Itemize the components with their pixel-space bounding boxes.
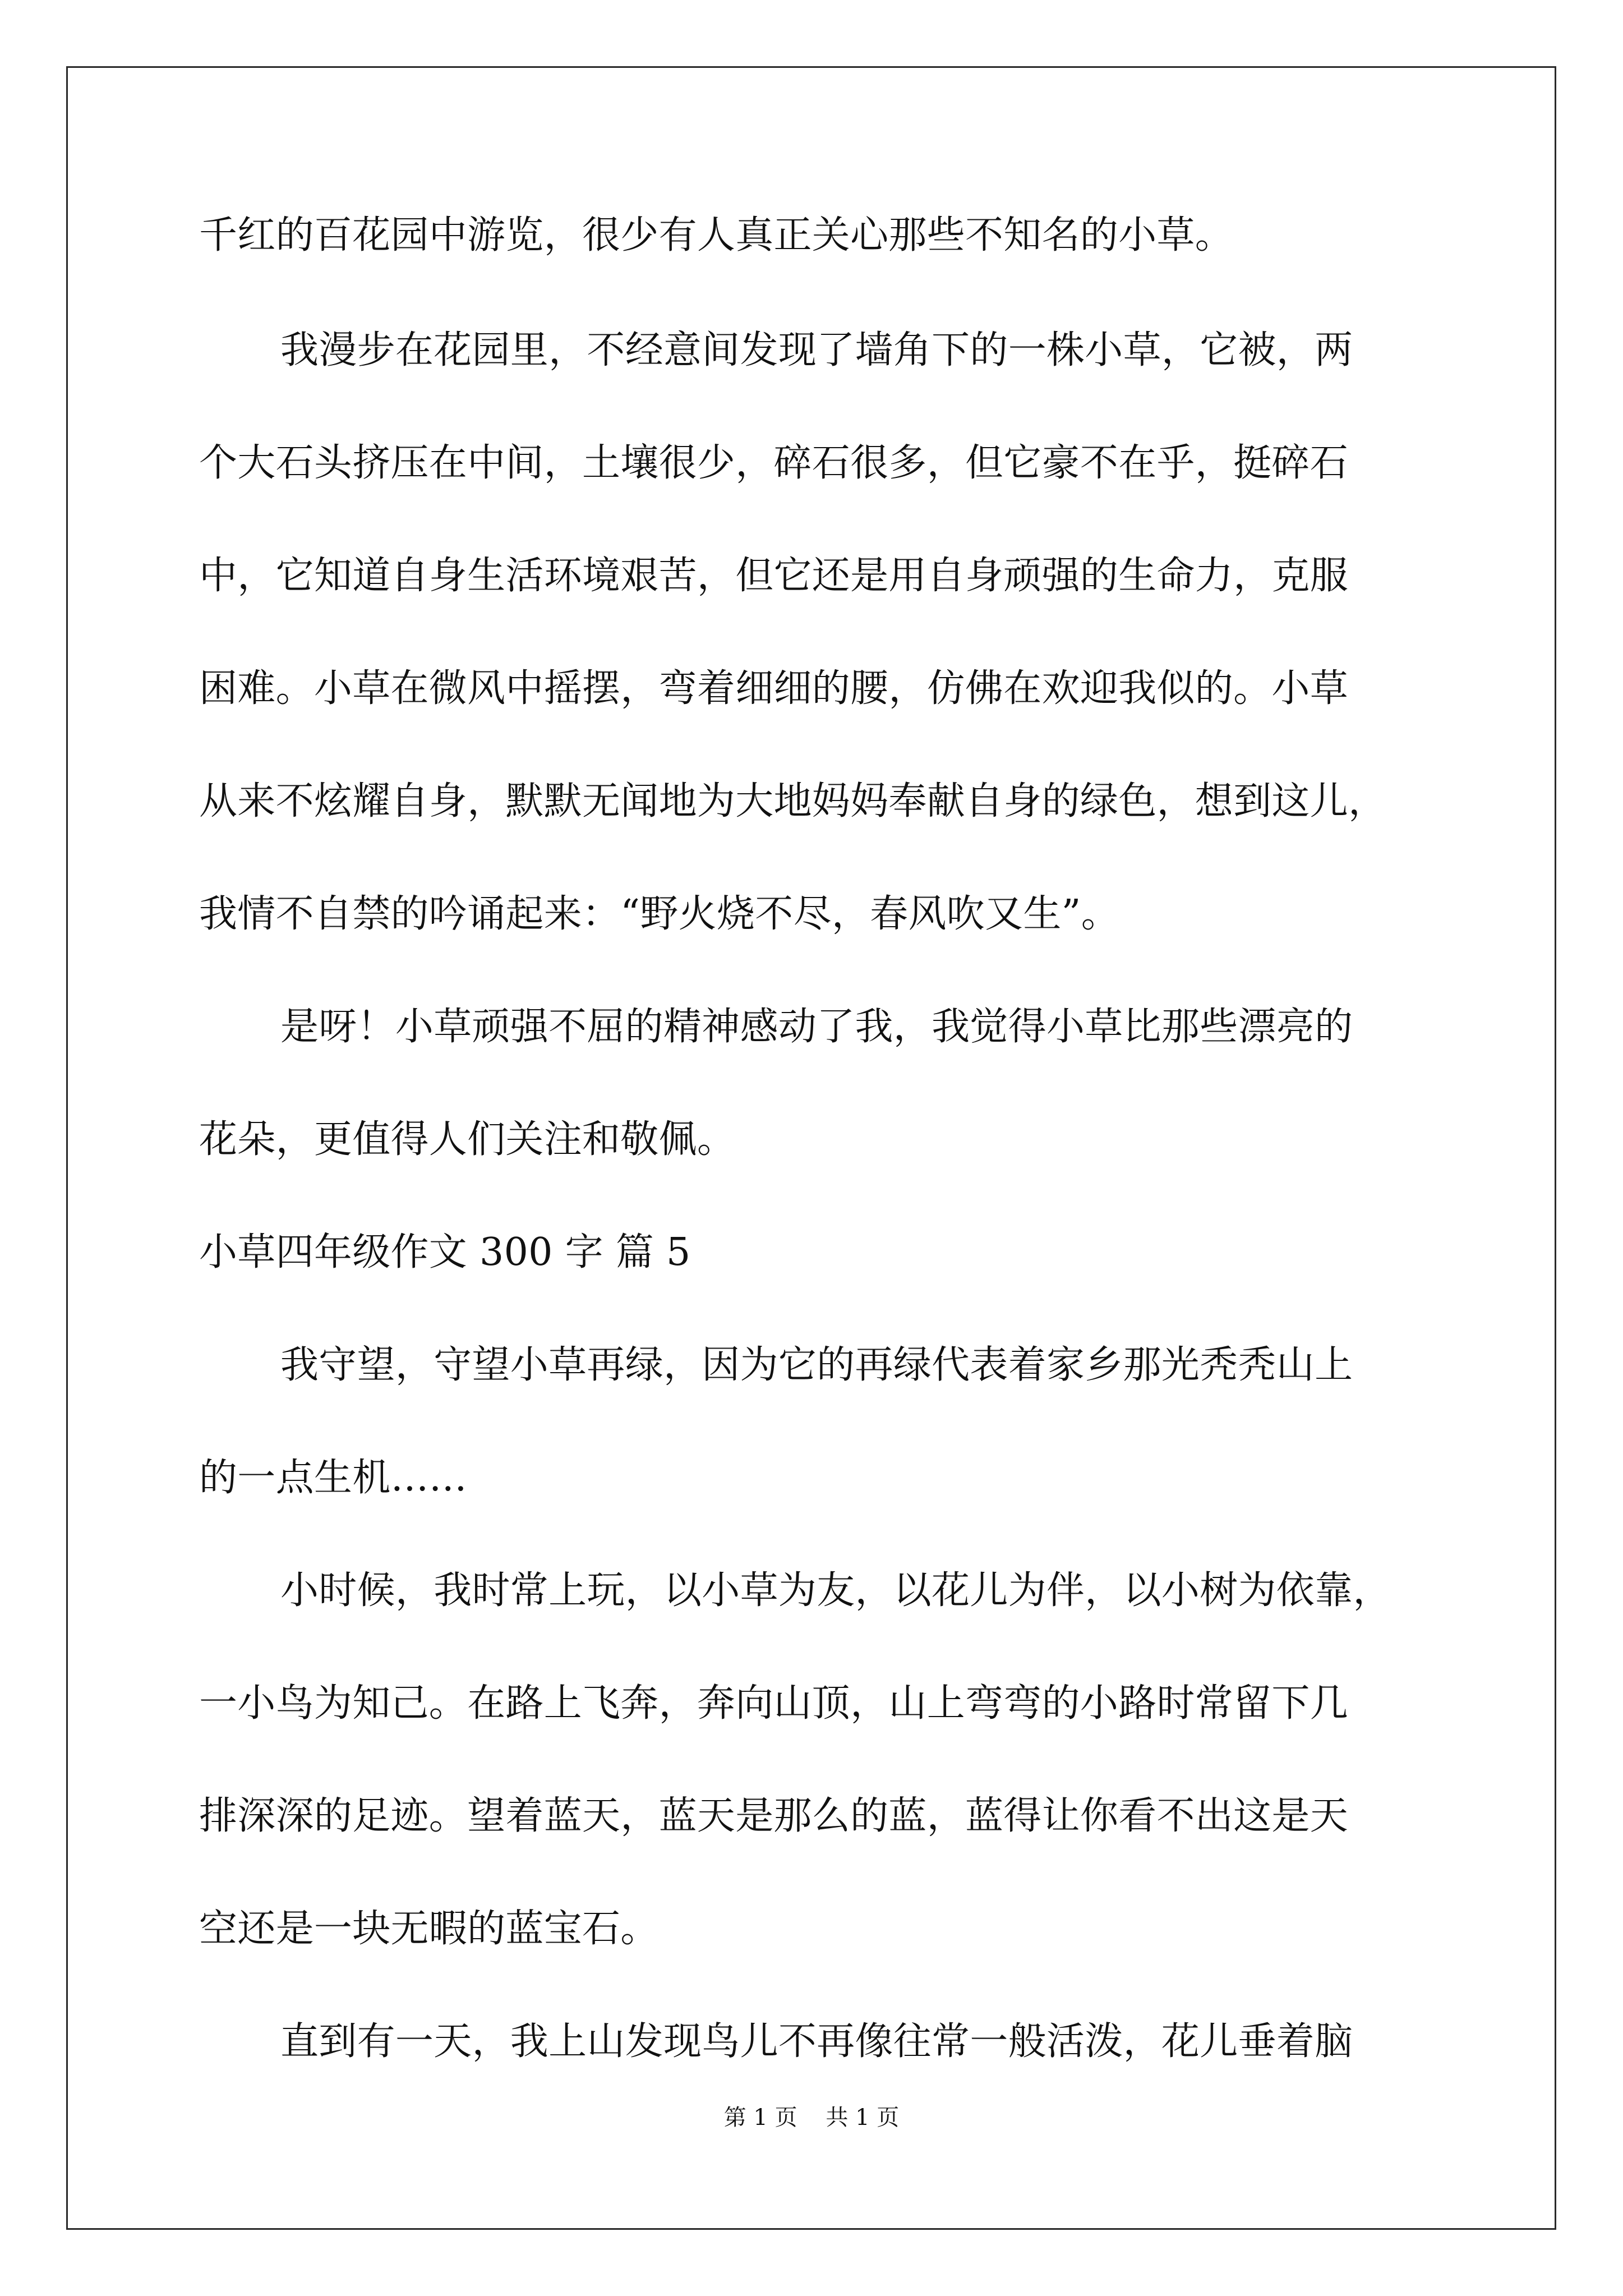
paragraph-start-line: 是呀！小草顽强不屈的精神感动了我，我觉得小草比那些漂亮的 (280, 1005, 1353, 1049)
paragraph-start-line: 直到有一天，我上山发现鸟儿不再像往常一般活泼，花儿垂着脑 (280, 2019, 1353, 2064)
page-number-footer: 第 1 页 共 1 页 (723, 2105, 900, 2131)
paragraph-start-line: 我漫步在花园里，不经意间发现了墙角下的一株小草，它被，两 (280, 328, 1353, 372)
text-line: 我情不自禁的吟诵起来：“野火烧不尽，春风吹又生”。 (199, 892, 1120, 936)
text-line: 个大石头挤压在中间，土壤很少，碎石很多，但它豪不在乎，挺碎石 (199, 441, 1349, 485)
text-line: 空还是一块无暇的蓝宝石。 (199, 1907, 659, 1951)
text-line: 一小鸟为知己。在路上飞奔，奔向山顶，山上弯弯的小路时常留下几 (199, 1681, 1349, 1726)
text-line: 的一点生机…… (199, 1456, 468, 1500)
text-line: 中，它知道自身生活环境艰苦，但它还是用自身顽强的生命力，克服 (199, 554, 1349, 598)
text-line: 从来不炫耀自身，默默无闻地为大地妈妈奉献自身的绿色，想到这儿， (199, 779, 1387, 823)
text-line: 花朵，更值得人们关注和敬佩。 (199, 1117, 736, 1162)
text-line: 排深深的足迹。望着蓝天，蓝天是那么的蓝，蓝得让你看不出这是天 (199, 1794, 1349, 1838)
text-line: 困难。小草在微风中摇摆，弯着细细的腰，仿佛在欢迎我似的。小草 (199, 666, 1349, 711)
paragraph-start-line: 我守望，守望小草再绿，因为它的再绿代表着家乡那光秃秃山上 (280, 1343, 1353, 1387)
paragraph-start-line: 小时候，我时常上玩，以小草为友，以花儿为伴，以小树为依靠， (280, 1568, 1391, 1613)
text-line: 千红的百花园中游览，很少有人真正关心那些不知名的小草。 (199, 213, 1234, 257)
section-heading: 小草四年级作文 300 字 篇 5 (199, 1230, 691, 1274)
